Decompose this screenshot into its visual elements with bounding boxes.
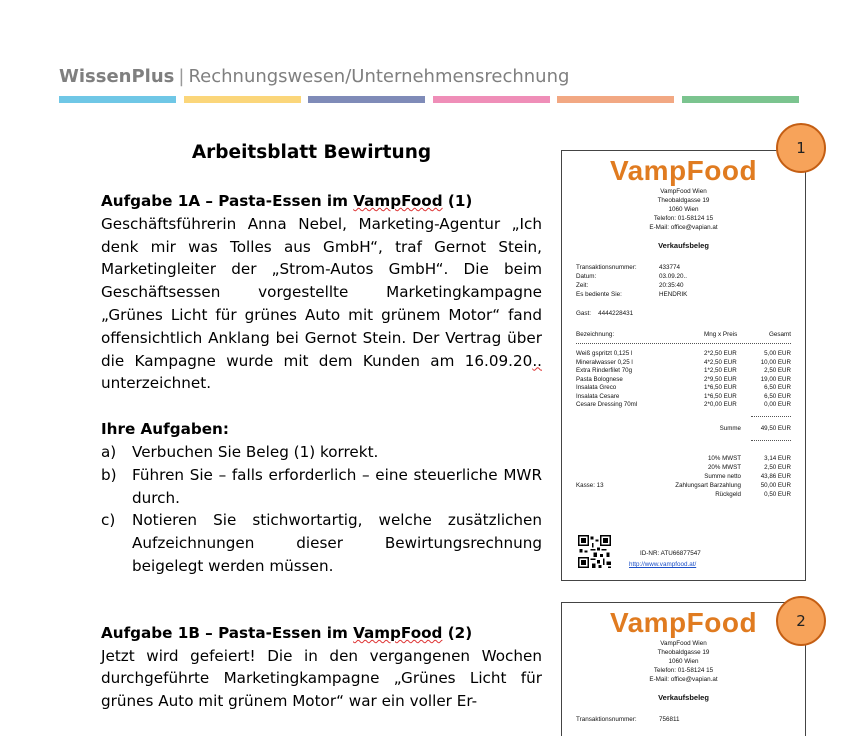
change-row <box>576 491 791 500</box>
table-row <box>576 376 791 385</box>
task-1a-text-main: Geschäftsführerin Anna Nebel, Marketing-Agentur „Ich denk mir was Tolles aus GmbH“, traf Gernot Stein, Marketingleiter der „Strom-Autos GmbH“. Die beim Geschäftsessen vorgestellte Marketingkampagne „Grünes Licht für grünes Auto mit grünem Motor“ fand offensichtlich Anklang bei Gernot Stein. Der Vertrag über die Kampagne wurde mit dem Kunden am 16.09.20 <box>101 214 542 370</box>
sum-value: 49,50 EUR <box>760 424 791 432</box>
address-line: E-Mail: office@vapian.at <box>649 676 718 683</box>
register-label: Kasse: 13 <box>576 481 604 489</box>
address-line: VampFood Wien <box>660 188 707 195</box>
task-1a-text-mark: .. <box>532 351 542 370</box>
task-1a-text <box>101 213 542 395</box>
table-row <box>576 393 791 402</box>
stripe-3 <box>308 96 425 103</box>
website-link[interactable]: http://www.vampfood.at/ <box>629 561 697 568</box>
task-1a-title-pre: Aufgabe 1A – Pasta-Essen im <box>101 192 354 210</box>
list-text: Führen Sie – falls erforderlich – eine steuerliche MWR durch. <box>132 465 542 507</box>
receipt-heading: Verkaufsbeleg <box>658 693 709 702</box>
meta-value: 20:35:40 <box>659 282 684 289</box>
list-text: Verbuchen Sie Beleg (1) korrekt. <box>132 442 379 461</box>
sum-divider <box>576 416 791 417</box>
worksheet-content <box>101 140 542 713</box>
item-name: Insalata Cesare <box>576 392 620 400</box>
task-1a-text-end: unterzeichnet. <box>101 374 212 393</box>
task-1b-title-name: VampFood <box>353 623 443 642</box>
table-row <box>576 401 791 410</box>
change-label: Rückgeld <box>715 490 741 498</box>
task-1b-title <box>101 622 542 645</box>
receipt-number-badge: 1 <box>776 123 826 173</box>
vat10-value: 3,14 EUR <box>764 454 791 462</box>
item-total: 19,00 EUR <box>760 375 791 383</box>
sum-label: Summe <box>719 424 741 432</box>
receipt-address <box>562 639 805 684</box>
item-total: 5,00 EUR <box>764 350 791 357</box>
payment-label: Zahlungsart Barzahlung <box>675 481 741 489</box>
meta-row <box>576 263 805 272</box>
table-row <box>576 367 791 376</box>
address-line: 1060 Wien <box>668 658 699 665</box>
item-name: Cesare Dressing 70ml <box>576 401 638 408</box>
address-line: 1060 Wien <box>668 206 699 213</box>
list-marker: c) <box>101 511 116 530</box>
item-total: 2,50 EUR <box>764 367 791 374</box>
meta-value: 433774 <box>659 264 681 271</box>
tasks-heading: Ihre Aufgaben: <box>101 420 229 439</box>
net-row <box>576 473 791 482</box>
stripe-6 <box>682 96 799 103</box>
qr-code-icon <box>578 535 611 568</box>
stripe-5 <box>557 96 674 103</box>
list-item <box>101 464 542 510</box>
meta-row <box>576 272 805 281</box>
address-line: Theobaldgasse 19 <box>657 649 710 656</box>
address-line: Telefon: 01-58124 15 <box>653 215 714 222</box>
vat10-label: 10% MWST <box>707 454 741 462</box>
task-1b-text: Jetzt wird gefeiert! Die in den vergangenen Wochen durchgeführte Marketingkampagne „Grünes Licht für grünes Auto mit grünem Motor“ war ein voller Er- <box>101 646 542 711</box>
net-label: Summe netto <box>704 472 741 480</box>
items-header <box>576 331 791 340</box>
item-total: 6,50 EUR <box>764 384 791 391</box>
vat-id: ID-NR: ATU66877547 <box>640 550 701 557</box>
task-1a-title <box>101 190 542 213</box>
header-subtitle: Rechnungswesen/Unternehmensrechnung <box>188 66 570 87</box>
receipt-2 <box>561 602 806 736</box>
meta-key: Datum: <box>576 273 597 280</box>
list-marker: a) <box>101 442 117 461</box>
item-name: Pasta Bolognese <box>576 375 623 383</box>
item-total: 0,00 EUR <box>764 401 791 408</box>
receipt-logo: VampFood <box>609 155 758 186</box>
table-row <box>576 384 791 393</box>
list-item <box>101 441 542 464</box>
brand-name: WissenPlus <box>59 66 175 87</box>
vat10-row <box>576 455 791 464</box>
item-qty: 1*6,50 EUR <box>704 384 737 391</box>
vat20-row <box>576 464 791 473</box>
col-name-header: Bezeichnung: <box>576 331 615 338</box>
item-qty: 1*2,50 EUR <box>704 367 737 374</box>
vat20-label: 20% MWST <box>707 463 741 471</box>
item-qty: 2*9,50 EUR <box>704 375 737 383</box>
meta-key: Transaktionsnummer: <box>576 264 637 271</box>
task-1a-title-post: (1) <box>442 192 473 210</box>
item-qty: 1*6,50 EUR <box>704 392 737 400</box>
list-item <box>101 509 542 577</box>
meta-row <box>576 281 805 290</box>
document-title: Arbeitsblatt Bewirtung <box>191 142 432 163</box>
table-row <box>576 359 791 368</box>
table-row <box>576 350 791 359</box>
net-value: 43,86 EUR <box>760 472 791 480</box>
meta-value: HENDRIK <box>659 291 688 298</box>
change-value: 0,50 EUR <box>764 490 791 498</box>
item-total: 6,50 EUR <box>764 392 791 400</box>
meta-key: Es bediente Sie: <box>576 291 622 298</box>
receipt-1 <box>561 150 806 581</box>
address-line: Telefon: 01-58124 15 <box>653 667 714 674</box>
header-separator: | <box>178 66 185 87</box>
meta-row <box>576 290 805 299</box>
col-qty-header: Mng x Preis <box>704 331 738 338</box>
guest-row <box>576 310 805 317</box>
guest-value: 4444228431 <box>598 310 634 317</box>
meta-key: Transaktionsnummer: <box>576 716 637 723</box>
item-qty: 4*2,50 EUR <box>704 358 737 366</box>
payment-row <box>576 482 791 491</box>
receipt-logo: VampFood <box>609 607 758 638</box>
task-1a-title-name: VampFood <box>353 192 443 210</box>
stripe-4 <box>433 96 550 103</box>
item-qty: 2*2,50 EUR <box>704 350 737 357</box>
task-1b-title-pre: Aufgabe 1B – Pasta-Essen im <box>101 623 354 642</box>
guest-label: Gast: <box>576 310 592 317</box>
meta-value: 756811 <box>659 716 680 723</box>
address-line: E-Mail: office@vapian.at <box>649 224 718 231</box>
stripe-2 <box>184 96 301 103</box>
page-header <box>59 66 569 87</box>
vat20-value: 2,50 EUR <box>764 463 791 471</box>
meta-row <box>576 715 805 724</box>
color-stripes <box>59 96 799 103</box>
task-1b-title-post: (2) <box>442 623 473 642</box>
payment-value: 50,00 EUR <box>760 481 791 489</box>
meta-value: 03.09.20.. <box>659 273 688 280</box>
item-name: Weiß gspritzt 0,125 l <box>576 350 633 357</box>
meta-key: Zeit: <box>576 282 589 289</box>
address-line: Theobaldgasse 19 <box>657 197 710 204</box>
item-qty: 2*0,00 EUR <box>704 401 737 408</box>
address-line: VampFood Wien <box>660 640 707 647</box>
receipt-heading: Verkaufsbeleg <box>658 241 709 250</box>
list-marker: b) <box>101 465 117 484</box>
sum-divider <box>576 440 791 441</box>
item-name: Insalata Greco <box>576 384 617 391</box>
list-text: Notieren Sie stichwortartig, welche zusätzlichen Aufzeichnungen dieser Bewirtungsrechnung beigelegt werden müssen. <box>132 511 542 575</box>
dotted-divider <box>576 343 791 344</box>
sum-row <box>576 425 791 434</box>
item-name: Mineralwasser 0,25 l <box>576 358 633 366</box>
item-total: 10,00 EUR <box>760 358 791 366</box>
receipt-address <box>562 187 805 232</box>
stripe-1 <box>59 96 176 103</box>
item-name: Extra Rinderfilet 70g <box>576 367 633 374</box>
col-total-header: Gesamt <box>768 331 791 338</box>
receipt-number-badge: 2 <box>776 596 826 646</box>
tasks-list <box>101 441 542 578</box>
